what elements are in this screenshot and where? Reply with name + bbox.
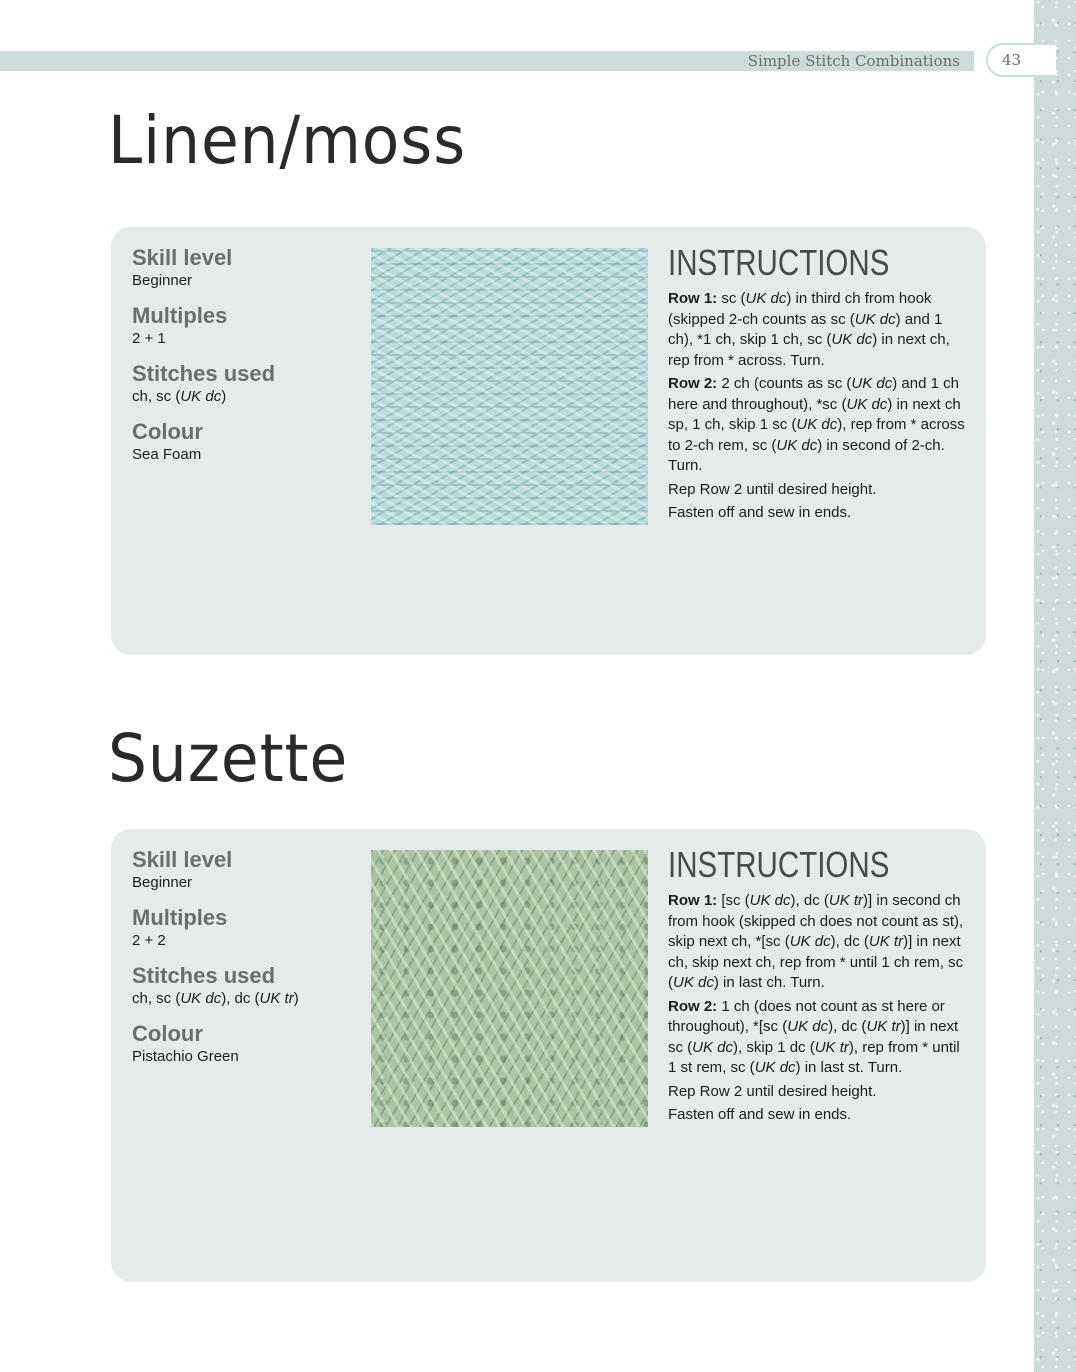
instruction-repeat: Rep Row 2 until desired height. — [668, 1082, 877, 1100]
stitch-title-linen-moss: Linen/moss — [108, 102, 467, 179]
stitches-used-label: Stitches used — [132, 963, 276, 988]
swatch-photo-suzette — [371, 850, 648, 1127]
stitches-used-value: ch, sc (UK dc), dc (UK tr) — [132, 990, 299, 1007]
stitch-card-suzette — [111, 829, 986, 1282]
instruction-row-1: Row 1: [sc (UK dc), dc (UK tr)] in second ch from hook (skipped ch does not count as st), skip next ch, *[sc (UK dc), dc (UK tr)] in next ch, skip next ch, rep from * until 1 ch rem, sc (UK dc) in last ch. Turn. — [668, 892, 964, 991]
stitch-card-linen-moss — [111, 227, 986, 655]
stitch-title-suzette: Suzette — [108, 720, 349, 797]
instruction-row-2: Row 2: 1 ch (does not count as st here or throughout), *[sc (UK dc), dc (UK tr)] in next sc (UK dc), skip 1 dc (UK tr), rep from * until 1 st rem, sc (UK dc) in last st. Turn. — [668, 997, 960, 1076]
stitch-meta — [132, 847, 362, 1079]
colour-value: Sea Foam — [132, 446, 202, 463]
instructions-block — [668, 243, 968, 527]
instruction-fasten: Fasten off and sew in ends. — [668, 504, 852, 521]
colour-label: Colour — [132, 1021, 203, 1046]
instructions-block — [668, 845, 968, 1129]
multiples-value: 2 + 2 — [132, 932, 166, 949]
skill-level-value: Beginner — [132, 874, 193, 891]
decorative-side-strip — [1034, 0, 1076, 1372]
instructions-title: INSTRUCTIONS — [668, 242, 890, 283]
colour-label: Colour — [132, 419, 203, 444]
stitch-meta — [132, 245, 362, 477]
multiples-label: Multiples — [132, 303, 228, 328]
skill-level-label: Skill level — [132, 847, 233, 872]
colour-value: Pistachio Green — [132, 1048, 239, 1065]
instructions-title: INSTRUCTIONS — [668, 844, 890, 885]
page-number: 43 — [1002, 51, 1022, 69]
skill-level-value: Beginner — [132, 272, 193, 289]
swatch-photo-linen-moss — [371, 248, 648, 525]
stitches-used-label: Stitches used — [132, 361, 276, 386]
instruction-repeat: Rep Row 2 until desired height. — [668, 480, 877, 498]
multiples-label: Multiples — [132, 905, 228, 930]
stitches-used-value: ch, sc (UK dc) — [132, 388, 227, 405]
instruction-row-2: Row 2: 2 ch (counts as sc (UK dc) and 1 ch here and throughout), *sc (UK dc) in next ch sp, 1 ch, skip 1 sc (UK dc), rep from * across to 2-ch rem, sc (UK dc) in second of 2-ch. Turn. — [668, 375, 965, 474]
instruction-row-1: Row 1: sc (UK dc) in third ch from hook (skipped 2-ch counts as sc (UK dc) and 1 ch), *1 ch, skip 1 ch, sc (UK dc) in next ch, rep from * across. Turn. — [668, 290, 950, 369]
skill-level-label: Skill level — [132, 245, 233, 270]
running-head: Simple Stitch Combinations — [747, 52, 960, 70]
multiples-value: 2 + 1 — [132, 330, 166, 347]
instruction-fasten: Fasten off and sew in ends. — [668, 1106, 852, 1123]
